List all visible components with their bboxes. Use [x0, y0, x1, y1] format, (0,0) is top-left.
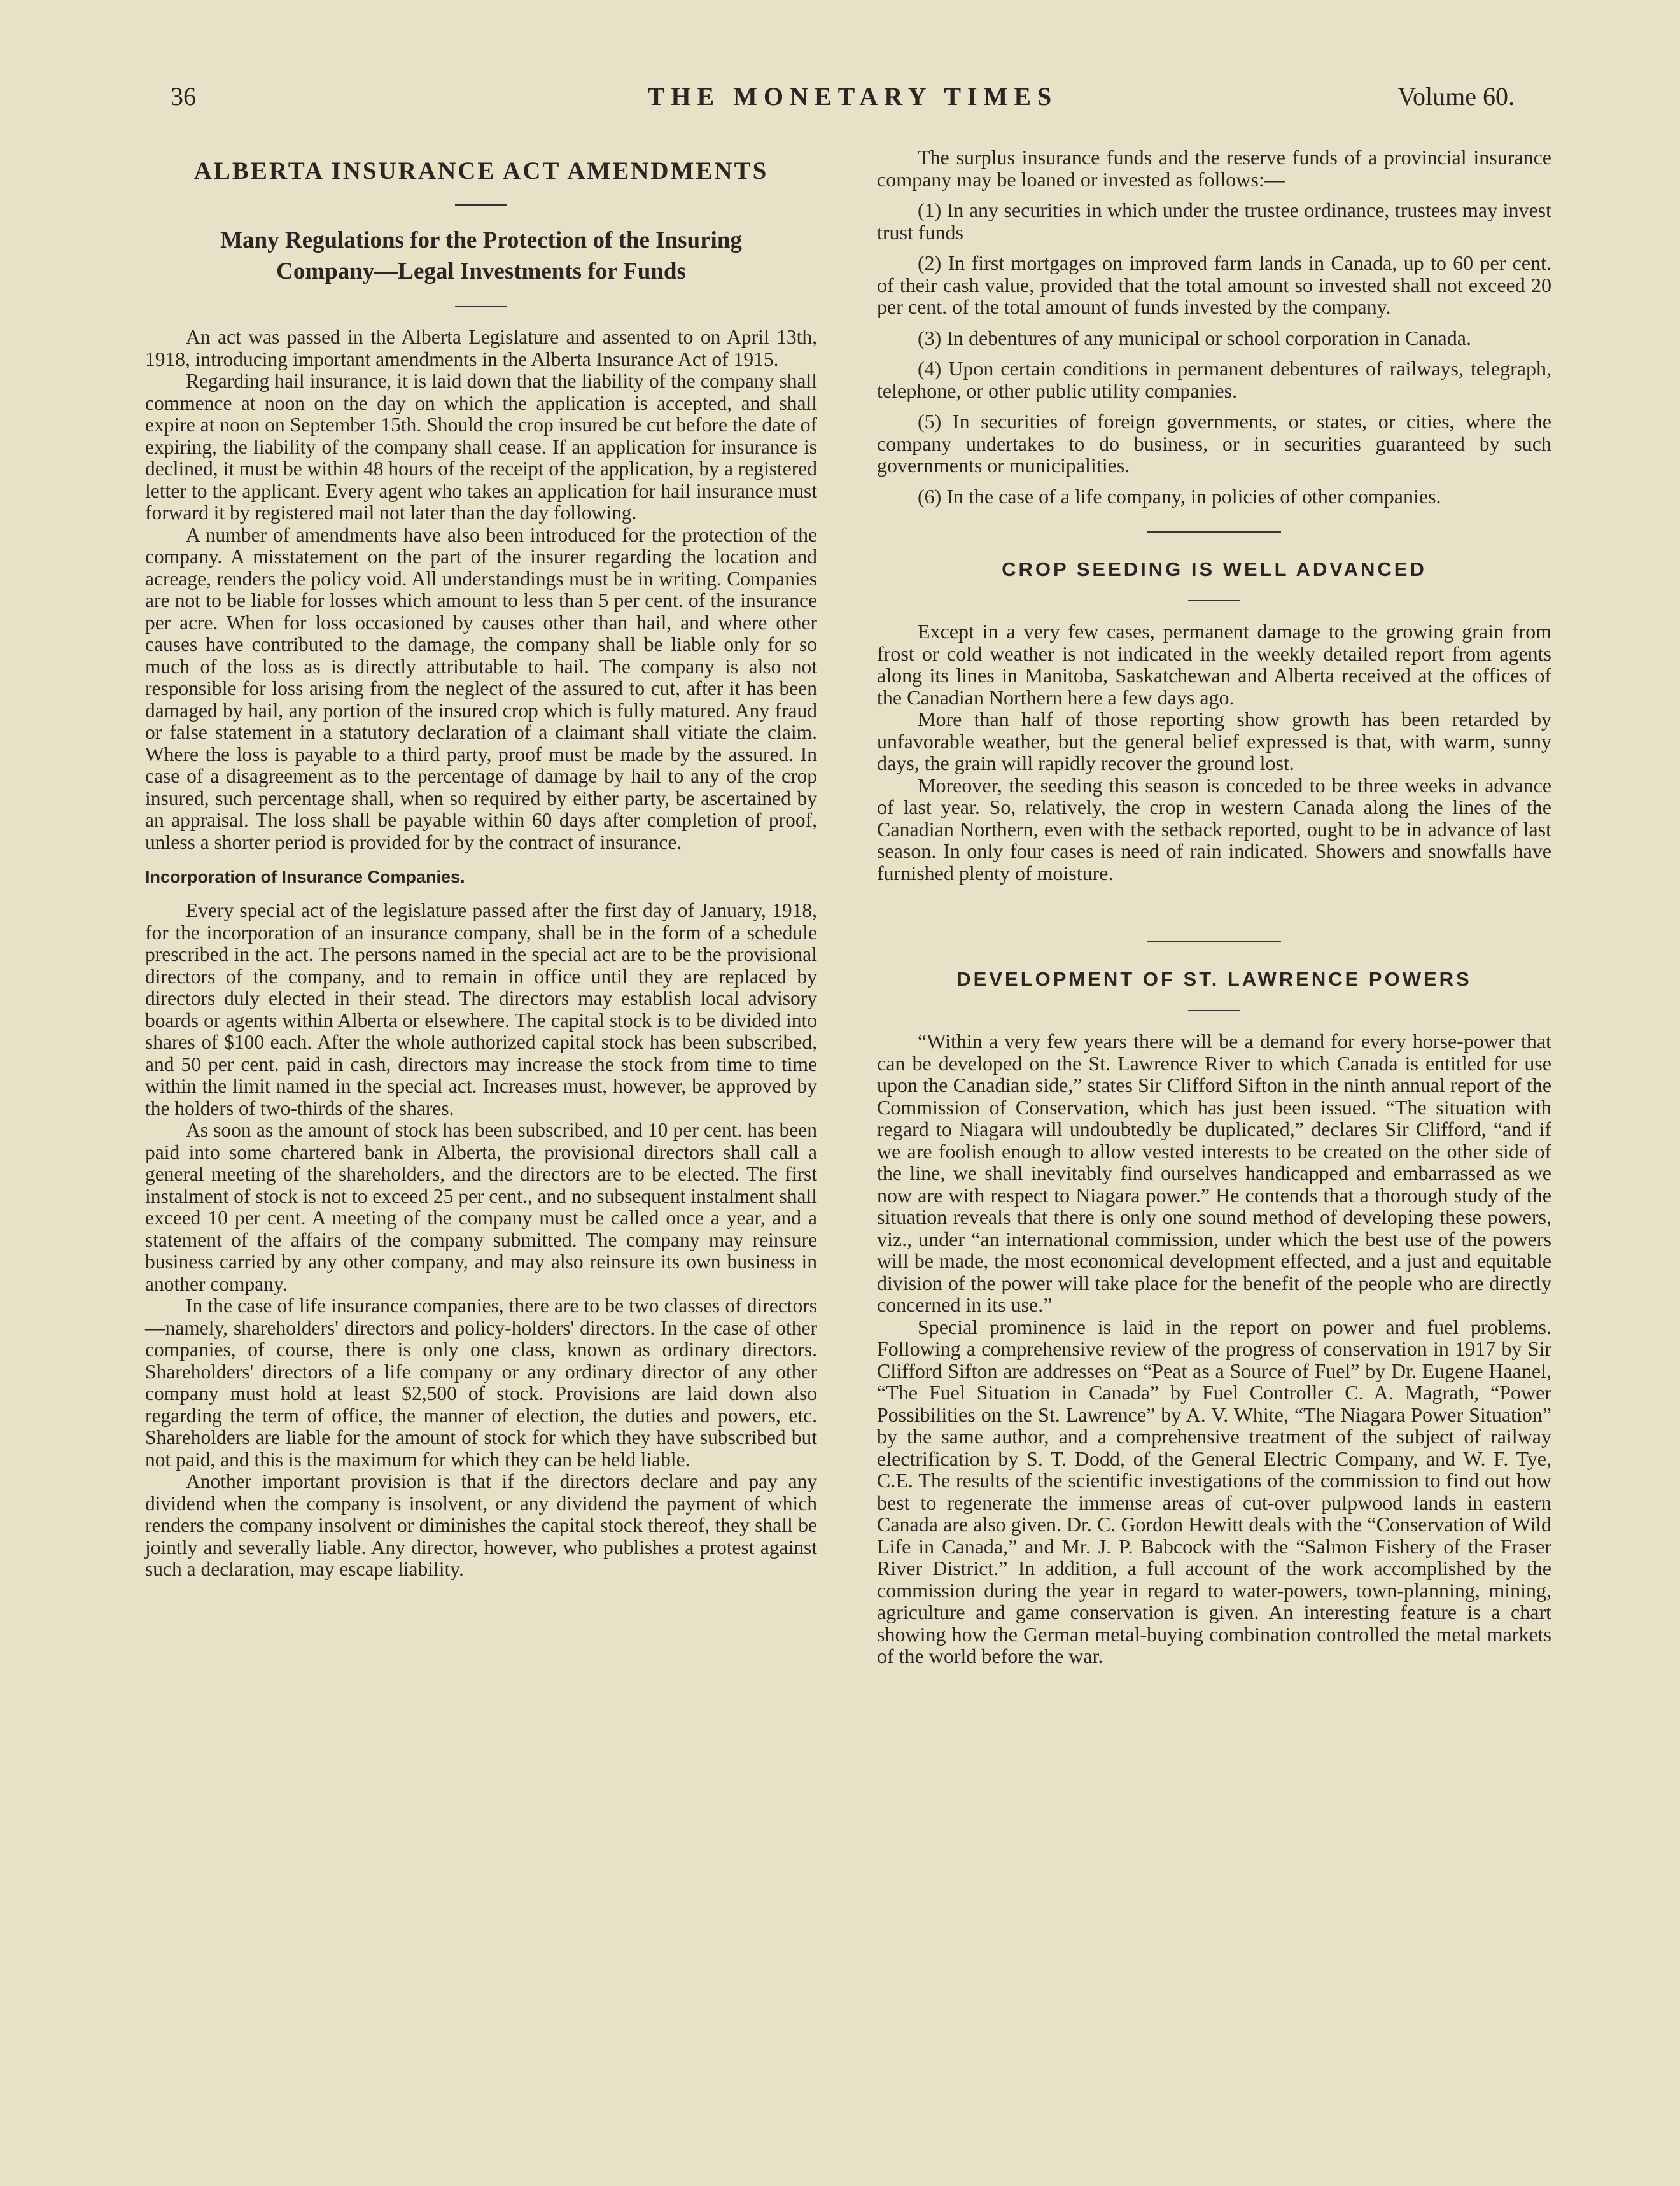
title-divider — [1188, 1010, 1240, 1011]
right-column — [877, 146, 1551, 1667]
article3-paragraph: Special prominence is laid in the report on power and fuel problems. Following a comprehensive review of the progress of conservation in 1917 by Sir Clifford Sifton are addresses on “Peat as a Source of Fuel” by Dr. Eugene Haanel, “The Fuel Situation in Canada” by Fuel Controller C. A. Magrath, “Power Possibilities on the St. Lawrence” by A. V. White, “The Niagara Power Situation” by the same author, and a comprehensive treatment of the subject of railway electrification by S. T. Dodd, of the General Electric Company, and W. F. Tye, C.E. The results of the scientific investigations of the commission to find out how best to regenerate the immense areas of cut-over pulpwood lands in eastern Canada are also given. Dr. C. Gordon Hewitt deals with the “Conservation of Wild Life in Canada,” and Mr. J. P. Babcock with the “Salmon Fishery of the Fraser River District.” In addition, a full account of the work accomplished by the commission during the year in regard to water-powers, town-planning, mining, agriculture and game conservation is given. An interesting feature is a chart showing how the German metal-buying combination controlled the metal markets of the world before the war. — [877, 1315, 1551, 1667]
investment-item: (6) In the case of a life company, in policies of other companies. — [918, 484, 1441, 508]
section-divider — [1147, 531, 1281, 533]
left-column — [145, 146, 817, 1581]
section-heading: Incorporation of Insurance Companies. — [145, 867, 465, 886]
article1-subtitle-line1: Many Regulations for the Protection of the Insuring — [220, 227, 742, 253]
article2-paragraph: Except in a very few cases, permanent damage to the growing grain from frost or cold weather is not indicated in the weekly detailed report from agents along its lines in Manitoba, Saskatchewan and Alberta received at the offices of the Canadian Northern here a few days ago. — [877, 620, 1551, 709]
article3-title: DEVELOPMENT OF ST. LAWRENCE POWERS — [956, 968, 1472, 990]
article2-title: CROP SEEDING IS WELL ADVANCED — [1002, 558, 1427, 580]
publication-title: THE MONETARY TIMES — [647, 82, 1058, 111]
section-paragraph: In the case of life insurance companies, there are to be two classes of directors—namely, shareholders' directors and policy-holders' directors. In the case of other companies, of course, there is only one class, known as ordinary directors. Shareholders' directors of a life company or any ordinary director of any other company must hold at least $2,500 of stock. Provisions are laid down also regarding the term of office, the manner of election, the duties and powers, etc. Shareholders are liable for the amount of stock for which they have subscribed but not paid, and this is the maximum for which they can be held liable. — [145, 1294, 817, 1471]
article1-paragraph: A number of amendments have also been introduced for the protection of the company. A misstatement on the part of the insurer regarding the location and acreage, renders the policy void. All understandings must be in writing. Companies are not to be liable for losses which amount to less than 5 per cent. of the insurance per acre. When for loss occasioned by causes other than hail, and where other causes have contributed to the damage, the company shall be liable only for so much of the loss as is directly attributable to hail. The company is also not responsible for loss arising from the neglect of the assured to cut, after it has been damaged by hail, any portion of the insured crop which is fully matured. Any fraud or false statement in a statutory declaration of a claimant shall vitiate the claim. Where the loss is payable to a third party, proof must be made by the assured. In case of a disagreement as to the percentage of damage by hail to any of the crop insured, such percentage shall, when so required by either party, be ascertained by an appraisal. The loss shall be payable within 60 days after completion of proof, unless a shorter period is provided for by the contract of insurance. — [145, 523, 817, 853]
title-divider — [1188, 600, 1240, 601]
article1-paragraph: Regarding hail insurance, it is laid down that the liability of the company shall commence at noon on the day on which the application is accepted, and shall expire at noon on September 15th. Should the crop insured be cut before the date of expiring, the liability of the company shall cease. If an application for insurance is declined, it must be within 48 hours of the receipt of the application, by a registered letter to the applicant. Every agent who takes an application for hail insurance must forward it by registered mail not later than the day following. — [145, 370, 817, 524]
article3-paragraph: “Within a very few years there will be a demand for every horse-power that can be developed on the St. Lawrence River to which Canada is entitled for use upon the Canadian side,” states Sir Clifford Sifton in the ninth annual report of the Commission of Conservation, which has just been issued. “The situation with regard to Niagara will undoubtedly be duplicated,” declares Sir Clifford, “and if we are foolish enough to allow vested interests to be created on the other side of the line, we shall inevitably find ourselves handicapped and embarrassed as we now are with respect to Niagara power.” He contends that a thorough study of the situation reveals that there is only one sound method of developing these powers, viz., under “an international commission, under which the best use of the powers will be made, the most economical development effected, and a just and equitable division of the power will take place for the benefit of the people who are directly concerned in its use.” — [877, 1030, 1551, 1316]
article1-title: ALBERTA INSURANCE ACT AMENDMENTS — [193, 157, 769, 185]
investment-paragraph: The surplus insurance funds and the reserve funds of a provincial insurance company may be loaned or invested as follows:— — [877, 146, 1551, 191]
section-paragraph: Another important provision is that if the directors declare and pay any dividend when the company is insolvent, or any dividend the payment of which renders the company insolvent or diminishes the capital stock thereof, they shall be jointly and severally liable. Any director, however, who publishes a protest against such a declaration, may escape liability. — [145, 1470, 817, 1580]
article1-paragraph: An act was passed in the Alberta Legislature and assented to on April 13th, 1918, introducing important amendments in the Alberta Insurance Act of 1915. — [145, 326, 817, 370]
section-divider — [1147, 941, 1281, 942]
volume-label: Volume 60. — [1397, 82, 1515, 111]
investment-item: (4) Upon certain conditions in permanent debentures of railways, telegraph, telephone, or other public utility companies. — [877, 357, 1551, 402]
page-header — [0, 81, 1680, 120]
article2-paragraph: More than half of those reporting show growth has been retarded by unfavorable weather, but the general belief expressed is that, with warm, sunny days, the grain will rapidly recover the ground lost. — [877, 708, 1551, 774]
section-paragraph: As soon as the amount of stock has been subscribed, and 10 per cent. has been paid into some chartered bank in Alberta, the provisional directors shall call a general meeting of the shareholders, and the directors are to be elected. The first instalment of stock is not to exceed 25 per cent., and no subsequent instalment shall exceed 10 per cent. A meeting of the company must be called once a year, and a statement of the affairs of the company submitted. The company may reinsure business carried by any other company, and may also reinsure its own business in another company. — [145, 1119, 817, 1295]
subtitle-divider — [455, 306, 507, 307]
title-divider — [455, 204, 507, 206]
page-number: 36 — [171, 82, 196, 111]
article2-paragraph: Moreover, the seeding this season is conceded to be three weeks in advance of last year. So, relatively, the crop in western Canada along the lines of the Canadian Northern, even with the setback reported, ought to be in advance of last season. In only four cases is need of rain indicated. Showers and snowfalls have furnished plenty of moisture. — [877, 773, 1551, 885]
article1-subtitle-line2: Company—Legal Investments for Funds — [276, 258, 686, 284]
investment-item: (1) In any securities in which under the trustee ordinance, trustees may invest trust funds — [877, 199, 1551, 244]
investment-item: (2) In first mortgages on improved farm lands in Canada, up to 60 per cent. of their cash value, provided that the total amount so invested shall not exceed 20 per cent. of the total amount of funds invested by the company. — [877, 251, 1551, 318]
investment-item: (3) In debentures of any municipal or school corporation in Canada. — [918, 326, 1471, 349]
investment-item: (5) In securities of foreign governments, or states, or cities, where the company undertakes to do business, or in securities guaranteed by such governments or municipalities. — [877, 410, 1551, 477]
section-paragraph: Every special act of the legislature passed after the first day of January, 1918, for the incorporation of an insurance company, shall be in the form of a schedule prescribed in the act. The persons named in the special act are to be the provisional directors of the company, and to remain in office until they are replaced by directors duly elected in their stead. The directors may establish local advisory boards or agents within Alberta or elsewhere. The capital stock is to be divided into shares of $100 each. After the whole authorized capital stock has been subscribed, and 50 per cent. paid in cash, directors may increase the stock from time to time within the limit named in the special act. Increases must, however, be approved by the holders of two-thirds of the shares. — [145, 899, 817, 1119]
